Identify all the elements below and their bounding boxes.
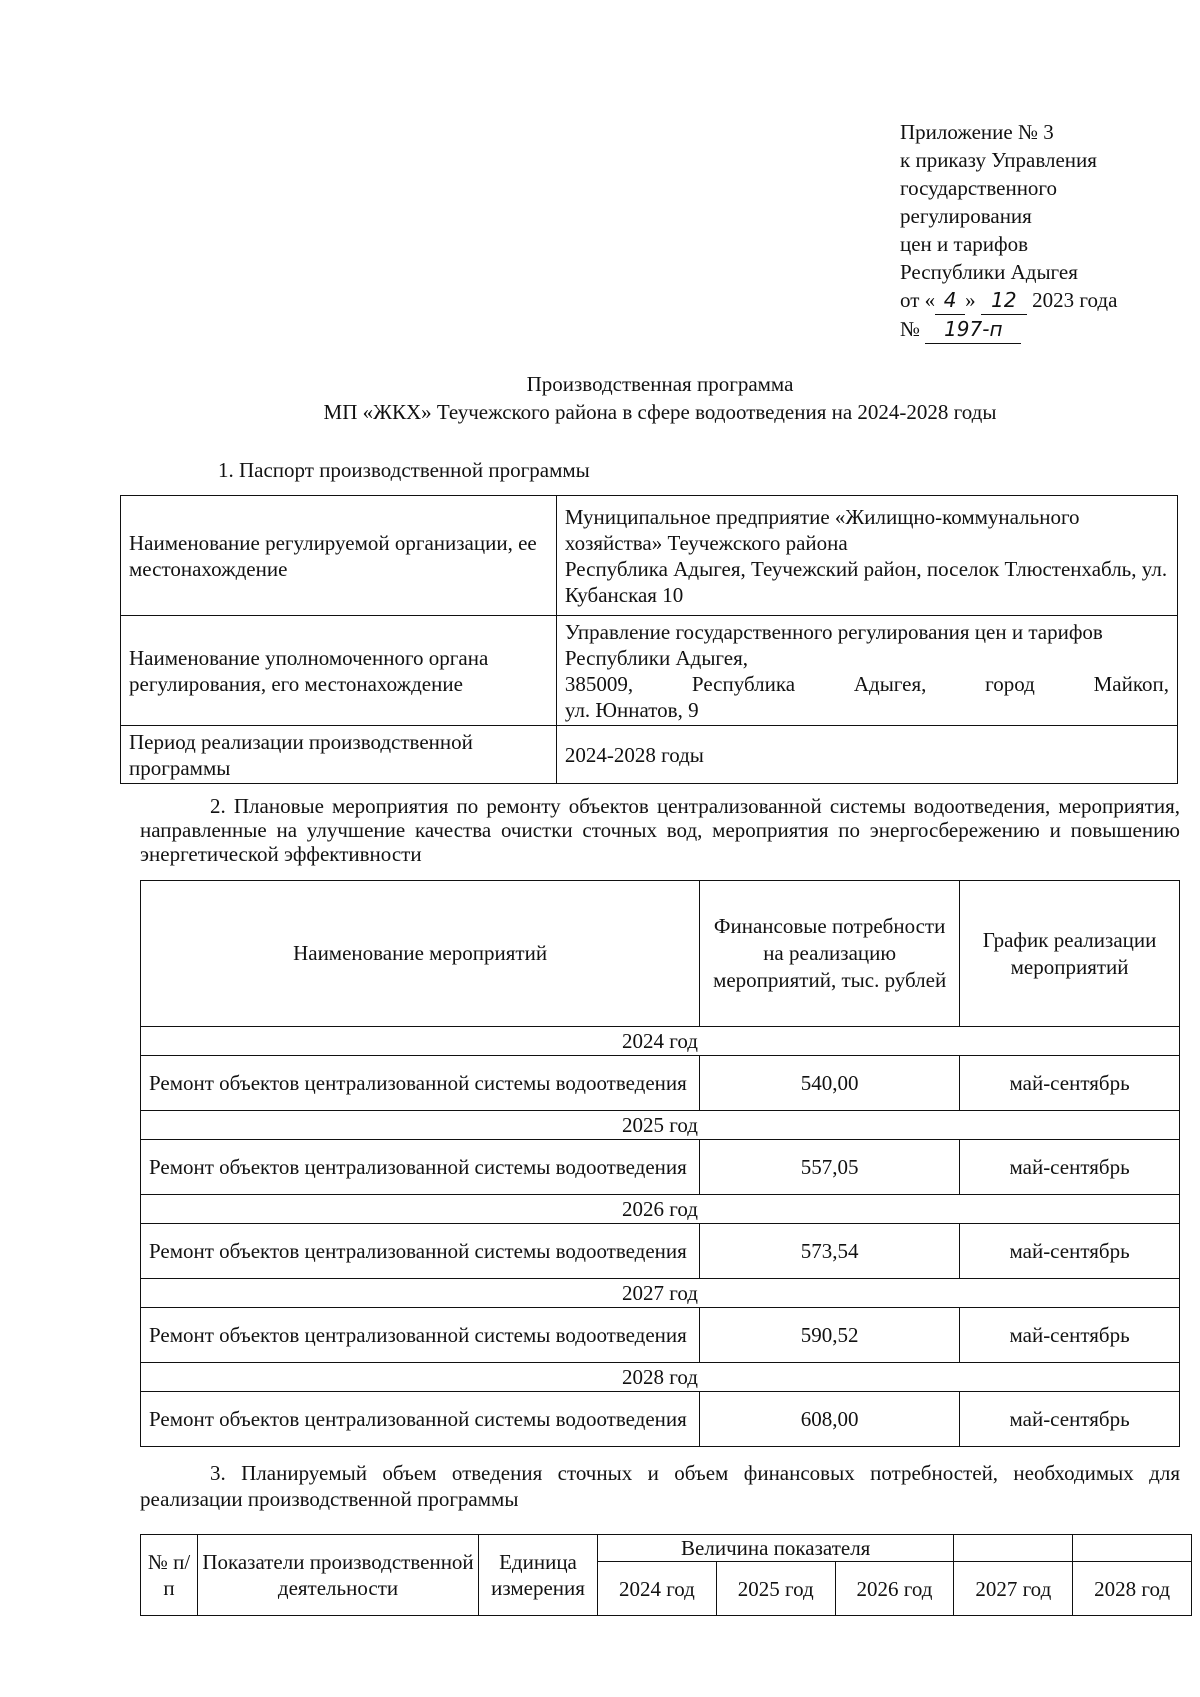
header-year: 2027 год — [954, 1562, 1073, 1616]
order-number: 197-п — [925, 315, 1021, 344]
header-value: Величина показателя — [598, 1535, 954, 1562]
header-name: Наименование мероприятий — [141, 881, 700, 1027]
year-row: 2028 год — [141, 1363, 1180, 1392]
table-row: Ремонт объектов централизованной системы водоотведения 540,00 май-сентябрь — [141, 1056, 1180, 1111]
section3-heading: 3. Планируемый объем отведения сточных и объем финансовых потребностей, необходимых для реализации производственной программы — [140, 1461, 1180, 1511]
appendix-block — [900, 118, 1180, 344]
table-header-row — [141, 1535, 1192, 1562]
date-day: 4 — [935, 286, 965, 315]
table-row: Ремонт объектов централизованной системы водоотведения 590,52 май-сентябрь — [141, 1308, 1180, 1363]
passport-label: Наименование уполномоченного органа регулирования, его местонахождение — [121, 616, 557, 726]
year-row: 2026 год — [141, 1195, 1180, 1224]
year-row: 2025 год — [141, 1111, 1180, 1140]
table-row — [121, 496, 1178, 616]
year-row: 2027 год — [141, 1279, 1180, 1308]
appendix-date: от « 4 » 12 2023 года — [900, 286, 1180, 315]
table-row: Ремонт объектов централизованной системы водоотведения 573,54 май-сентябрь — [141, 1224, 1180, 1279]
year-row: 2024 год — [141, 1027, 1180, 1056]
document-title: Производственная программа МП «ЖКХ» Теучежского района в сфере водоотведения на 2024-2028 годы — [323, 372, 997, 424]
table-row: Ремонт объектов централизованной системы водоотведения 608,00 май-сентябрь — [141, 1392, 1180, 1447]
header-num: № п/п — [141, 1535, 198, 1616]
header-indicators: Показатели производственной деятельности — [198, 1535, 479, 1616]
header-finance: Финансовые потребности на реализацию мероприятий, тыс. рублей — [700, 881, 960, 1027]
table-row — [121, 616, 1178, 726]
header-year: 2026 год — [835, 1562, 954, 1616]
header-blank — [1073, 1535, 1192, 1562]
passport-table — [120, 495, 1178, 784]
activities-table — [140, 880, 1180, 1447]
header-blank — [954, 1535, 1073, 1562]
table-row — [121, 726, 1178, 784]
appendix-line: регулирования — [900, 204, 1032, 228]
appendix-title: Приложение № 3 — [900, 120, 1054, 144]
appendix-line: государственного — [900, 176, 1058, 200]
section2-heading: 2. Плановые мероприятия по ремонту объектов централизованной системы водоотведения, мероприятия, направленные на улучшение качества очистки сточных вод, мероприятия по энергосбережению и повышению энергетической эффективности — [140, 794, 1180, 866]
table-header-row — [141, 881, 1180, 1027]
passport-value: 2024-2028 годы — [556, 726, 1177, 784]
passport-label: Период реализации производственной программы — [121, 726, 557, 784]
appendix-line: Республики Адыгея — [900, 260, 1078, 284]
header-unit: Единица измерения — [479, 1535, 598, 1616]
date-month: 12 — [981, 286, 1027, 315]
passport-value: Муниципальное предприятие «Жилищно-коммунального хозяйства» Теучежского района Республика Адыгея, Теучежский район, поселок Тлюстенхабль, ул. Кубанская 10 — [556, 496, 1177, 616]
header-year: 2028 год — [1073, 1562, 1192, 1616]
header-year: 2025 год — [716, 1562, 835, 1616]
passport-label: Наименование регулируемой организации, ее местонахождение — [121, 496, 557, 616]
header-schedule: График реализации мероприятий — [960, 881, 1180, 1027]
indicators-table — [140, 1534, 1192, 1616]
date-year: 2023 года — [1032, 288, 1118, 312]
header-year: 2024 год — [598, 1562, 717, 1616]
appendix-line: цен и тарифов — [900, 232, 1029, 256]
table-row: Ремонт объектов централизованной системы водоотведения 557,05 май-сентябрь — [141, 1140, 1180, 1195]
appendix-number: № 197-п — [900, 315, 1180, 344]
section1-heading: 1. Паспорт производственной программы — [218, 458, 590, 482]
appendix-line: к приказу Управления — [900, 148, 1097, 172]
passport-value: Управление государственного регулирования цен и тарифов Республики Адыгея, 385009, Республика Адыгея, город Майкоп, ул. Юннатов, 9 — [556, 616, 1177, 726]
